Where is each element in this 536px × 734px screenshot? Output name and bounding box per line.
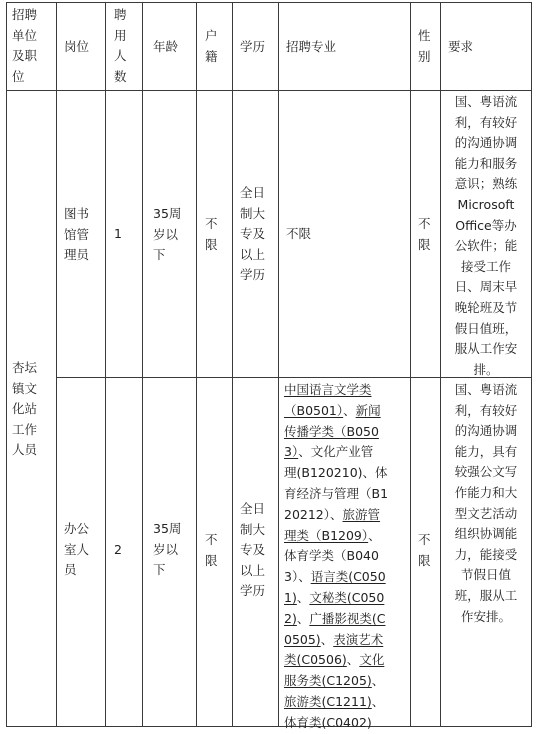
requirement-line: 意识；熟练: [454, 176, 518, 192]
major-text: 、: [320, 631, 334, 647]
major-link[interactable]: 类(C0506): [284, 652, 347, 668]
unit-name-cell: 杏坛 镇文 化站 工作 人员: [12, 360, 38, 457]
header-post: 岗位: [64, 39, 90, 54]
col-line: [410, 2, 411, 727]
col-line: [232, 2, 233, 727]
table-border-top: [6, 2, 532, 3]
row1-post: 图书 馆管 理员: [64, 206, 90, 262]
header-age: 年龄: [153, 39, 179, 54]
row2-post: 办公 室人 员: [64, 521, 90, 577]
requirement-line: Microsoft: [457, 196, 515, 212]
major-line: [284, 484, 408, 505]
table-border-bottom: [6, 726, 532, 727]
major-line: [284, 463, 408, 484]
row2-hukou: 不 限: [205, 532, 218, 568]
row1-count: 1: [114, 226, 122, 241]
requirement-line: 服从工作安: [454, 341, 518, 357]
row1-age: 35周 岁以 下: [153, 206, 182, 262]
major-link[interactable]: 文化: [359, 652, 385, 668]
header-major: 招聘专业: [286, 39, 337, 54]
major-text: 3）、: [284, 569, 311, 585]
major-text: 体育学类（B040: [284, 548, 379, 564]
major-line: [284, 505, 408, 526]
col-line: [196, 2, 197, 727]
requirement-line: 假日值班，: [454, 320, 518, 336]
requirement-line: 日、周末早: [454, 279, 518, 295]
requirement-line: 力，能接受: [454, 546, 518, 562]
major-link[interactable]: 表演艺术: [333, 631, 384, 647]
major-text: 、: [371, 693, 385, 709]
row2-count: 2: [114, 542, 122, 557]
requirement-line: 的沟通协调: [454, 423, 518, 439]
major-link[interactable]: （B0501）: [284, 402, 344, 418]
major-line: [284, 671, 408, 692]
requirement-line: 接受工作: [460, 258, 511, 274]
major-line: [284, 630, 408, 651]
major-line: [284, 588, 408, 609]
major-link[interactable]: 2): [284, 610, 297, 626]
major-line: [284, 380, 408, 401]
col-line: [440, 2, 441, 727]
major-text: 育经济与管理（B1: [284, 485, 389, 501]
requirement-line: 能力和服务: [454, 155, 518, 171]
requirement-line: Office等办: [455, 217, 517, 233]
major-link[interactable]: 理类（B1209）: [284, 527, 369, 543]
major-text: 体育类(C0402): [284, 714, 372, 730]
col-line: [142, 2, 143, 727]
requirement-line: 国、粤语流: [454, 94, 518, 109]
major-line: [284, 713, 408, 734]
major-link[interactable]: 语言类(C050: [310, 569, 386, 585]
major-link[interactable]: 1): [284, 589, 297, 605]
requirement-line: 公软件；能: [454, 238, 518, 254]
row1-gender: 不 限: [418, 216, 431, 252]
major-text: 、: [343, 402, 356, 418]
major-link[interactable]: 文秘类(C050: [309, 589, 385, 605]
requirement-line: 国、粤语流: [454, 382, 518, 397]
row2-major: [284, 380, 408, 734]
requirement-line: 利，有较好: [454, 114, 518, 130]
header-gender: 性 别: [418, 28, 431, 64]
major-link[interactable]: 新闻: [355, 402, 381, 418]
major-text: 、文化产业管: [298, 444, 374, 460]
major-line: [284, 650, 408, 671]
requirement-line: 能力，具有: [454, 443, 518, 459]
major-line: [284, 442, 408, 463]
major-text: 、: [346, 652, 360, 668]
major-link[interactable]: 3）: [284, 444, 299, 460]
row1-requirements: [443, 92, 529, 380]
requirement-line: 利，有较好: [454, 402, 518, 418]
header-education: 学历: [240, 39, 266, 54]
major-text: 、: [296, 589, 310, 605]
requirement-line: 晚轮班及节: [454, 299, 518, 315]
col-line: [105, 2, 106, 727]
requirement-line: 的沟通协调: [454, 135, 518, 151]
header-unit: 招聘 单位 及职 位: [12, 7, 38, 84]
major-line: [284, 609, 408, 630]
header-count: 聘 用 人 数: [114, 7, 127, 84]
requirement-line: 作安排。: [460, 608, 511, 624]
col-line: [531, 2, 532, 727]
header-hukou: 户 籍: [205, 28, 218, 64]
requirement-line: 型文艺活动: [454, 505, 518, 521]
requirement-line: 节假日值: [460, 567, 511, 583]
major-line: [284, 567, 408, 588]
major-line: [284, 422, 408, 443]
col-line: [278, 2, 279, 727]
major-link[interactable]: 0505): [284, 631, 321, 647]
row2-age: 35周 岁以 下: [153, 521, 182, 577]
row2-requirements: [443, 380, 529, 627]
col-line: [56, 2, 57, 727]
major-link[interactable]: 旅游管: [342, 506, 381, 522]
major-link[interactable]: 传播学类（B050: [284, 423, 379, 439]
major-link[interactable]: 广播影视类(C: [309, 610, 386, 626]
row1-hukou: 不 限: [205, 216, 218, 252]
col-line: [6, 2, 7, 727]
major-line: [284, 546, 408, 567]
major-link[interactable]: 服务类(C1205): [284, 673, 372, 689]
row2-education: 全日 制大 专及 以上 学历: [240, 501, 266, 598]
requirement-line: 作能力和大: [454, 484, 518, 500]
header-divider: [6, 90, 532, 91]
requirement-line: 组织协调能: [454, 526, 518, 542]
major-line: [284, 692, 408, 713]
major-text: 、: [296, 610, 310, 626]
row2-gender: 不 限: [418, 532, 431, 568]
row1-major: 不限: [286, 226, 312, 241]
major-line: [284, 526, 408, 547]
header-requirements: 要求: [448, 39, 474, 54]
requirement-line: 班，服从工: [454, 587, 518, 603]
requirement-line: 排。: [473, 361, 499, 377]
requirement-line: 较强公文写: [454, 464, 518, 480]
major-text: 、: [368, 527, 381, 543]
major-text: 理(B120210)、体: [284, 465, 388, 481]
major-text: 20212）、: [284, 506, 343, 522]
major-line: [284, 401, 408, 422]
major-link[interactable]: 中国语言文学类: [284, 382, 372, 397]
major-text: 、: [371, 673, 385, 689]
row1-education: 全日 制大 专及 以上 学历: [240, 185, 266, 282]
major-link[interactable]: 旅游类(C1211): [284, 693, 372, 709]
